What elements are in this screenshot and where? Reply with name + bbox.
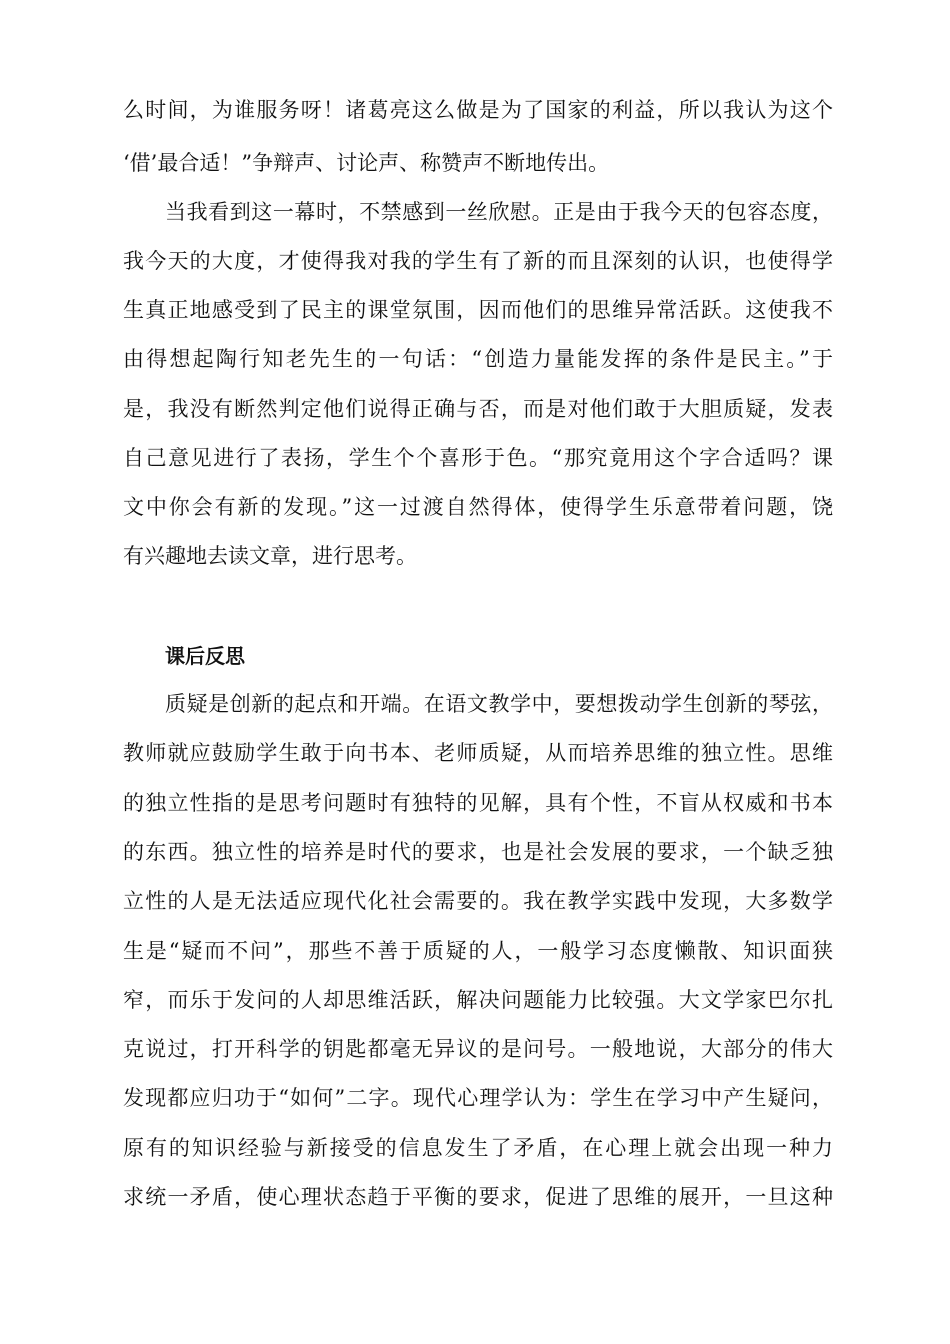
text-line: 质疑是创新的起点和开端。在语文教学中，要想拨动学生创新的琴弦， <box>165 692 833 716</box>
text-line: 发现都应归功于“如何”二字。现代心理学认为：学生在学习中产生疑问， <box>123 1086 833 1110</box>
text-line: 克说过，打开科学的钥匙都毫无异议的是问号。一般地说，大部分的伟大 <box>123 1037 833 1061</box>
text-line: 教师就应鼓励学生敢于向书本、老师质疑，从而培养思维的独立性。思维 <box>123 741 833 765</box>
section-heading: 课后反思 <box>165 644 245 668</box>
text-line: 自己意见进行了表扬，学生个个喜形于色。“那究竟用这个字合适吗？课 <box>123 446 833 470</box>
text-line: 由得想起陶行知老先生的一句话：“创造力量能发挥的条件是民主。”于 <box>123 347 833 371</box>
text-line: 生真正地感受到了民主的课堂氛围，因而他们的思维异常活跃。这使我不 <box>123 298 833 322</box>
text-line: 原有的知识经验与新接受的信息发生了矛盾，在心理上就会出现一种力 <box>123 1136 833 1160</box>
text-line: 是，我没有断然判定他们说得正确与否，而是对他们敢于大胆质疑，发表 <box>123 397 833 421</box>
text-line: 的东西。独立性的培养是时代的要求，也是社会发展的要求，一个缺乏独 <box>123 840 833 864</box>
text-line: 求统一矛盾，使心理状态趋于平衡的要求，促进了思维的展开，一旦这种 <box>123 1185 833 1209</box>
text-line: 窄，而乐于发问的人却思维活跃，解决问题能力比较强。大文学家巴尔扎 <box>123 988 833 1012</box>
text-line: 的独立性指的是思考问题时有独特的见解，具有个性，不盲从权威和书本 <box>123 791 833 815</box>
text-line: ‘借’最合适！”争辩声、讨论声、称赞声不断地传出。 <box>123 151 610 175</box>
text-line: 生是“疑而不问”，那些不善于质疑的人，一般学习态度懒散、知识面狭 <box>123 939 833 963</box>
text-line: 立性的人是无法适应现代化社会需要的。我在教学实践中发现，大多数学 <box>123 889 833 913</box>
text-line: 文中你会有新的发现。”这一过渡自然得体，使得学生乐意带着问题，饶 <box>123 495 833 519</box>
text-line: 么时间，为谁服务呀！诸葛亮这么做是为了国家的利益，所以我认为这个 <box>123 98 833 122</box>
text-line: 我今天的大度，才使得我对我的学生有了新的而且深刻的认识，也使得学 <box>123 249 833 273</box>
text-line: 有兴趣地去读文章，进行思考。 <box>123 544 417 568</box>
text-line: 当我看到这一幕时，不禁感到一丝欣慰。正是由于我今天的包容态度， <box>165 200 833 224</box>
